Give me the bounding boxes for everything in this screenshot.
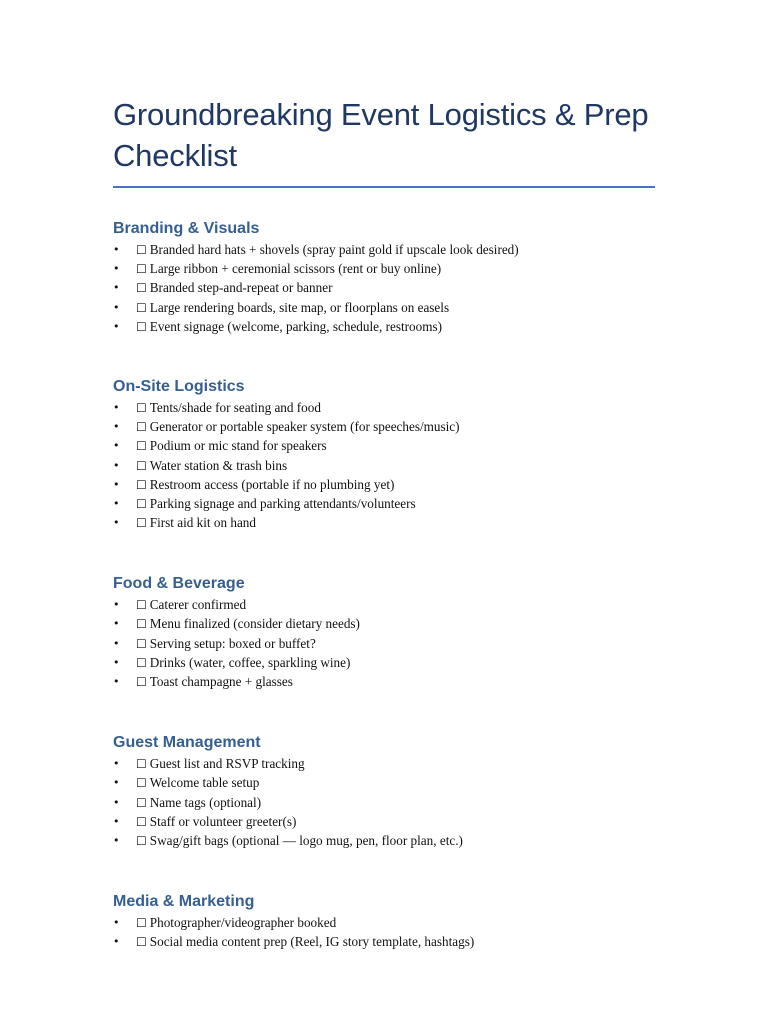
checklist-item	[113, 240, 655, 259]
checkbox-icon[interactable]: ☐	[136, 400, 147, 415]
checklist-item	[113, 456, 655, 475]
bullet-icon: •	[113, 439, 120, 453]
bullet-icon: •	[113, 281, 120, 295]
checklist-item	[113, 812, 655, 831]
checkbox-icon[interactable]: ☐	[136, 420, 147, 435]
checklist-item	[113, 494, 655, 513]
checklist-item-text: Social media content prep (Reel, IG story template, hashtags)	[149, 934, 475, 950]
checkbox-icon[interactable]: ☐	[136, 833, 147, 848]
section-guest-management	[113, 732, 655, 850]
checkbox-icon[interactable]: ☐	[136, 516, 147, 531]
bullet-icon: •	[113, 458, 120, 472]
bullet-icon: •	[113, 757, 120, 771]
checklist-item	[113, 614, 655, 633]
bullet-icon: •	[113, 655, 120, 669]
checkbox-icon[interactable]: ☐	[136, 477, 147, 492]
bullet-icon: •	[113, 516, 120, 530]
checklist-item	[113, 773, 655, 792]
bullet-icon: •	[113, 795, 120, 809]
checkbox-icon[interactable]: ☐	[136, 439, 147, 454]
checklist-item	[113, 398, 655, 417]
checklist-item	[113, 913, 655, 932]
bullet-icon: •	[113, 319, 120, 333]
section-heading: Branding & Visuals	[113, 220, 260, 237]
document-title: Groundbreaking Event Logistics & Prep Checklist	[113, 94, 655, 188]
checkbox-icon[interactable]: ☐	[136, 916, 147, 931]
bullet-icon: •	[113, 617, 120, 631]
section-on-site-logistics	[113, 376, 655, 532]
bullet-icon: •	[113, 814, 120, 828]
checklist	[113, 913, 655, 951]
checklist	[113, 595, 655, 691]
checkbox-icon[interactable]: ☐	[136, 935, 147, 950]
checkbox-icon[interactable]: ☐	[136, 300, 147, 315]
checklist-item-text: Branded step-and-repeat or banner	[149, 280, 333, 296]
checkbox-icon[interactable]: ☐	[136, 281, 147, 296]
bullet-icon: •	[113, 916, 120, 930]
section-heading: Food & Beverage	[113, 575, 245, 593]
checkbox-icon[interactable]: ☐	[136, 814, 147, 829]
bullet-icon: •	[113, 400, 120, 414]
checklist-item	[113, 595, 655, 614]
checklist-item-text: Swag/gift bags (optional — logo mug, pen, floor plan, etc.)	[149, 832, 463, 848]
checklist-item-text: Drinks (water, coffee, sparkling wine)	[149, 654, 351, 670]
checklist-item-text: Serving setup: boxed or buffet?	[149, 635, 316, 651]
checkbox-icon[interactable]: ☐	[136, 636, 147, 651]
section-media-marketing	[113, 891, 655, 951]
checklist-item-text: Generator or portable speaker system (for speeches/music)	[149, 419, 460, 435]
bullet-icon: •	[113, 598, 120, 612]
bullet-icon: •	[113, 636, 120, 650]
checklist-item	[113, 653, 655, 672]
checklist-item	[113, 754, 655, 773]
checkbox-icon[interactable]: ☐	[136, 675, 147, 689]
section-branding-visuals	[113, 218, 655, 336]
checklist-item-text: Staff or volunteer greeter(s)	[149, 813, 297, 829]
checklist-item	[113, 436, 655, 455]
checklist-item-text: Name tags (optional)	[149, 794, 262, 810]
checklist-item-text: Welcome table setup	[149, 775, 260, 791]
section-heading: On-Site Logistics	[113, 377, 245, 395]
section-food-beverage	[113, 573, 655, 691]
checklist-item	[113, 475, 655, 494]
checkbox-icon[interactable]: ☐	[136, 262, 147, 277]
checklist	[113, 398, 655, 532]
checkbox-icon[interactable]: ☐	[136, 776, 147, 791]
checklist-item	[113, 278, 655, 297]
checkbox-icon[interactable]: ☐	[136, 243, 147, 257]
checklist-item-text: Parking signage and parking attendants/volunteers	[149, 495, 416, 511]
checklist-item	[113, 831, 655, 850]
checklist-item	[113, 417, 655, 436]
checklist-item-text: Large rendering boards, site map, or floorplans on easels	[149, 299, 450, 315]
bullet-icon: •	[113, 477, 120, 491]
checklist-item-text: Restroom access (portable if no plumbing yet)	[149, 476, 395, 492]
checklist-item	[113, 634, 655, 653]
bullet-icon: •	[113, 675, 120, 688]
checkbox-icon[interactable]: ☐	[136, 617, 147, 632]
checkbox-icon[interactable]: ☐	[136, 458, 147, 473]
checklist-item-text: First aid kit on hand	[149, 515, 256, 531]
checklist-item-text: Event signage (welcome, parking, schedule, restrooms)	[149, 318, 442, 334]
bullet-icon: •	[113, 262, 120, 276]
checklist-item-text: Water station & trash bins	[149, 457, 288, 473]
checkbox-icon[interactable]: ☐	[136, 496, 147, 511]
checklist	[113, 754, 655, 850]
bullet-icon: •	[113, 496, 120, 510]
checklist-item	[113, 793, 655, 812]
checklist-item-text: Menu finalized (consider dietary needs)	[149, 616, 360, 632]
checkbox-icon[interactable]: ☐	[136, 598, 147, 613]
checklist-item	[113, 298, 655, 317]
bullet-icon: •	[113, 420, 120, 434]
bullet-icon: •	[113, 243, 120, 256]
document-page	[113, 94, 655, 952]
checklist-item	[113, 672, 655, 691]
checklist-item-text: Large ribbon + ceremonial scissors (rent or buy online)	[149, 261, 442, 277]
bullet-icon: •	[113, 935, 120, 949]
checklist-item-text: Guest list and RSVP tracking	[149, 756, 305, 772]
checkbox-icon[interactable]: ☐	[136, 757, 147, 772]
sections-container	[113, 218, 655, 952]
bullet-icon: •	[113, 833, 120, 847]
checklist-item	[113, 259, 655, 278]
checklist-item-text: Podium or mic stand for speakers	[149, 438, 327, 454]
section-heading: Media & Marketing	[113, 893, 255, 911]
checklist-item	[113, 513, 655, 532]
section-heading: Guest Management	[113, 734, 261, 752]
bullet-icon: •	[113, 300, 120, 314]
checkbox-icon[interactable]: ☐	[136, 319, 147, 334]
bullet-icon: •	[113, 776, 120, 790]
checklist-item	[113, 932, 655, 951]
checklist-item-text: Tents/shade for seating and food	[149, 399, 321, 415]
checkbox-icon[interactable]: ☐	[136, 795, 147, 810]
checkbox-icon[interactable]: ☐	[136, 655, 147, 670]
checklist-item	[113, 317, 655, 336]
checklist	[113, 240, 655, 336]
checklist-item-text: Toast champagne + glasses	[149, 674, 293, 689]
checklist-item-text: Branded hard hats + shovels (spray paint gold if upscale look desired)	[149, 242, 519, 257]
checklist-item-text: Photographer/videographer booked	[149, 915, 337, 931]
checklist-item-text: Caterer confirmed	[149, 597, 247, 613]
